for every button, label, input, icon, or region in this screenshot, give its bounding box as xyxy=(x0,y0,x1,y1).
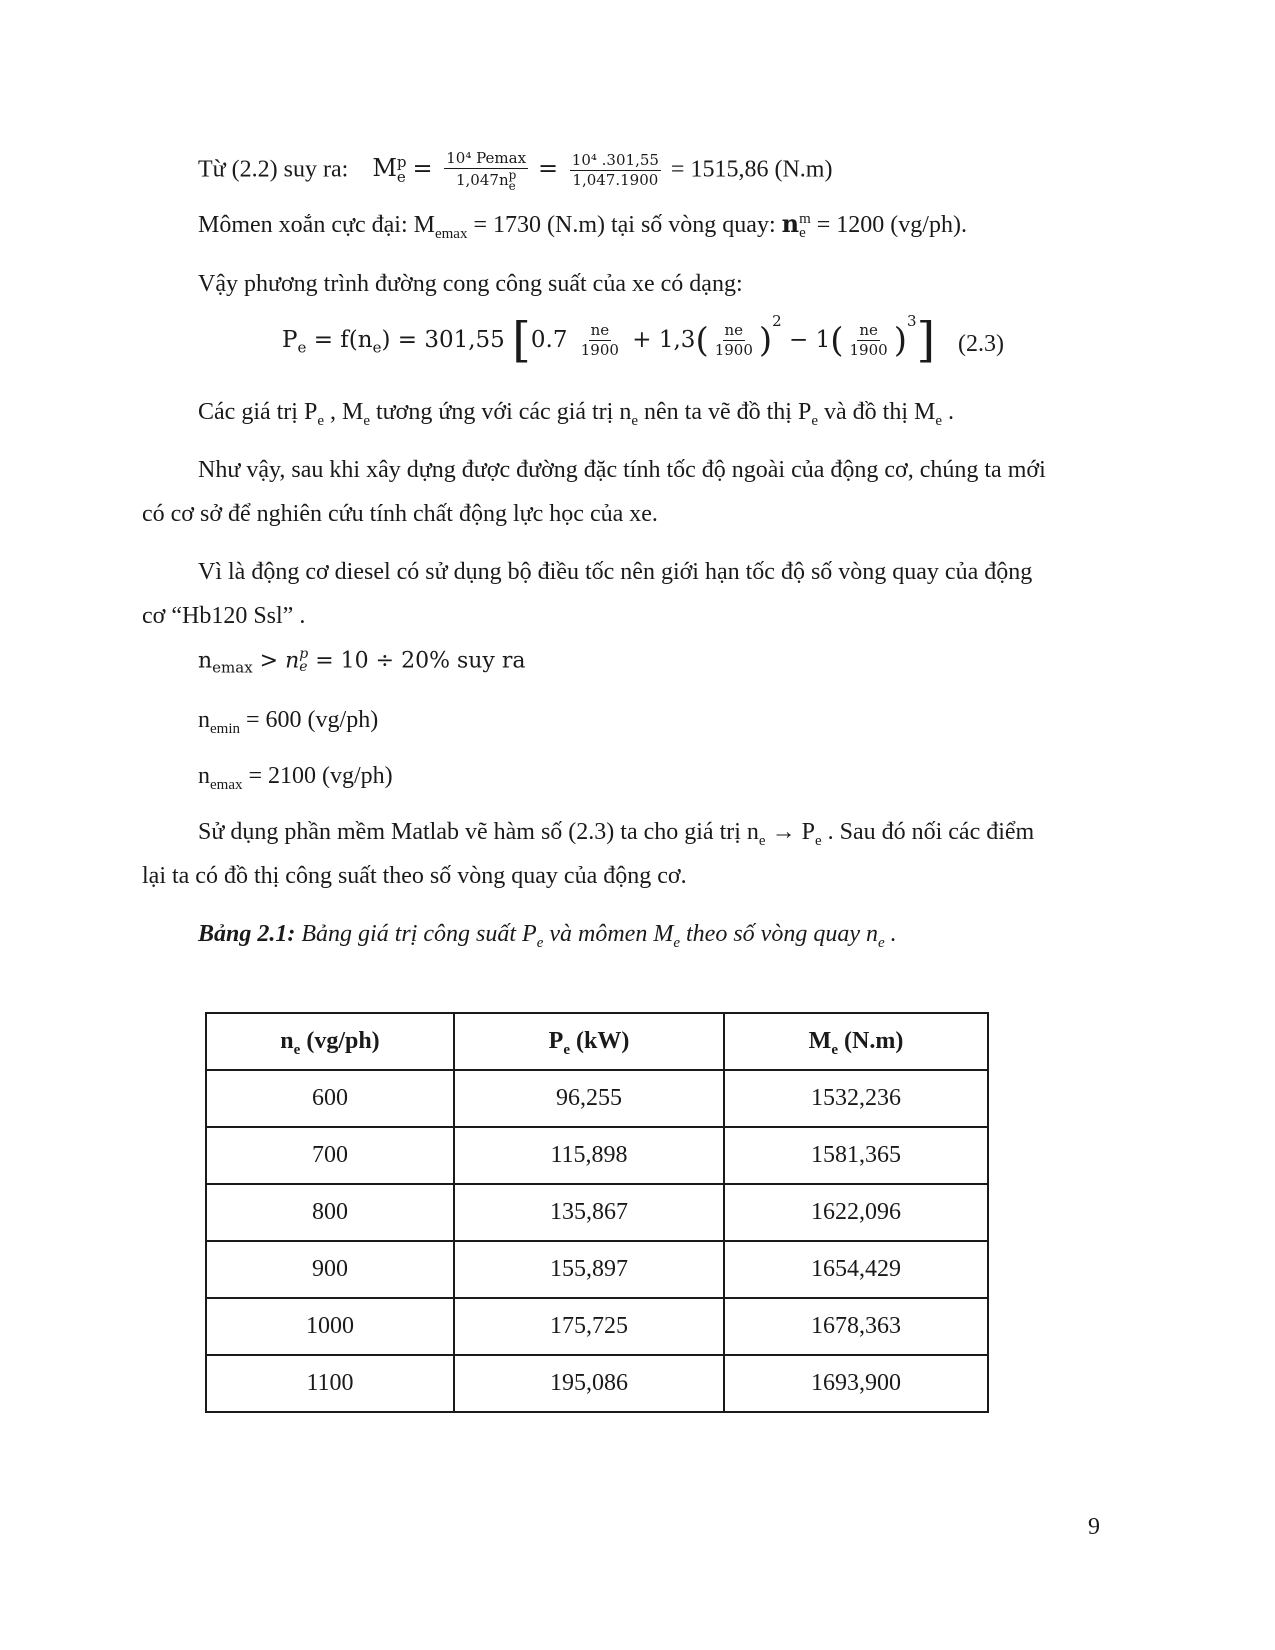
formula-me-prefix: Từ (2.2) suy ra: xyxy=(198,156,349,183)
para1-line2: có cơ sở để nghiên cứu tính chất động lực học của xe. xyxy=(142,501,658,527)
table-cell: 96,255 xyxy=(454,1070,724,1127)
table-header-row xyxy=(206,1013,988,1070)
table-row xyxy=(206,1070,988,1127)
table-header-me: $M_e$ (N.m) xyxy=(724,1013,988,1070)
table-caption: Bảng 2.1: Bảng giá trị công suất $P_e$ và mômen $M_e$ theo số vòng quay $n_e$ . xyxy=(198,921,897,951)
nemax-line: $n_{emax} = 2100$ (vg/ph) xyxy=(198,763,393,793)
table-cell: 600 xyxy=(206,1070,454,1127)
values-line: Các giá trị $P_e$ , $M_e$ tương ứng với các giá trị $n_e$ nên ta vẽ đồ thị $P_e$ và đồ thị $M_e$ . xyxy=(198,399,954,429)
values-table xyxy=(205,1012,989,1413)
para3-line2: lại ta có đồ thị công suất theo số vòng quay của động cơ. xyxy=(142,863,687,889)
nemin-line: $n_{emin} = 600$ (vg/ph) xyxy=(198,707,379,737)
table-cell: 1581,365 xyxy=(724,1127,988,1184)
para1-line1: Như vậy, sau khi xây dựng được đường đặc tính tốc độ ngoài của động cơ, chúng ta mới xyxy=(198,457,1046,483)
equation-2-3: $P_e = f(n_e) = 301,55$ [0.7 $\frac{ne}{1900}$ + 1,3( $\frac{ne}{1900}$ )$^2$ − 1( $\frac{ne}{1900}$ )$^3$] xyxy=(282,312,936,368)
table-cell: 195,086 xyxy=(454,1355,724,1412)
table-cell: 135,867 xyxy=(454,1184,724,1241)
table-cell: 1532,236 xyxy=(724,1070,988,1127)
formula-me-lhs: M p e xyxy=(372,152,407,186)
table-cell: 900 xyxy=(206,1241,454,1298)
table-row xyxy=(206,1127,988,1184)
para2-line1: Vì là động cơ diesel có sử dụng bộ điều tốc nên giới hạn tốc độ số vòng quay của động xyxy=(198,559,1033,585)
table-cell: 1000 xyxy=(206,1298,454,1355)
table-cell: 1622,096 xyxy=(724,1184,988,1241)
memax-line: Mômen xoắn cực đại: $M_{emax} = 1730$ (N.m) tại số vòng quay: n m e = 1200 (vg/ph). xyxy=(198,209,967,242)
table-cell: 155,897 xyxy=(454,1241,724,1298)
table-header-pe: $P_e$ (kW) xyxy=(454,1013,724,1070)
curve-intro-line: Vậy phương trình đường cong công suất của xe có dạng: xyxy=(198,271,743,297)
para2-line2: cơ “Hb120 Ssl” . xyxy=(142,603,306,629)
table-header-ne: $n_e$ (vg/ph) xyxy=(206,1013,454,1070)
table-cell: 175,725 xyxy=(454,1298,724,1355)
fraction-1: 10⁴ Pemax 1,047n p e xyxy=(446,149,527,194)
formula-me-result: = 1515,86 (N.m) xyxy=(670,156,833,183)
table-cell: 1678,363 xyxy=(724,1298,988,1355)
table-cell: 800 xyxy=(206,1184,454,1241)
table-cell: 1693,900 xyxy=(724,1355,988,1412)
table-row xyxy=(206,1355,988,1412)
table-row xyxy=(206,1241,988,1298)
table-row xyxy=(206,1298,988,1355)
table-row xyxy=(206,1184,988,1241)
table-cell: 115,898 xyxy=(454,1127,724,1184)
equation-label: (2.3) xyxy=(958,331,1004,357)
table-cell: 1100 xyxy=(206,1355,454,1412)
formula-me-line: Từ (2.2) suy ra: M p e = 10⁴ Pemax 1,047n p e = $\frac{\text{10⁴ .301,55}}{1,047.1900}$ = 1515,86 (N.m) xyxy=(198,149,833,194)
fraction-2: $\frac{\text{10⁴ .301,55}}{1,047.1900}$ xyxy=(571,151,659,190)
para3-line1: Sử dụng phần mềm Matlab vẽ hàm số (2.3) ta cho giá trị $n_e \to P_e$ . Sau đó nối các điểm xyxy=(198,819,1035,849)
page-number: 9 xyxy=(1088,1514,1100,1540)
nemax-condition-line: $n_{emax} > n$ p e = 10 ÷ 20% suy ra xyxy=(198,646,526,677)
table-cell: 700 xyxy=(206,1127,454,1184)
table-cell: 1654,429 xyxy=(724,1241,988,1298)
